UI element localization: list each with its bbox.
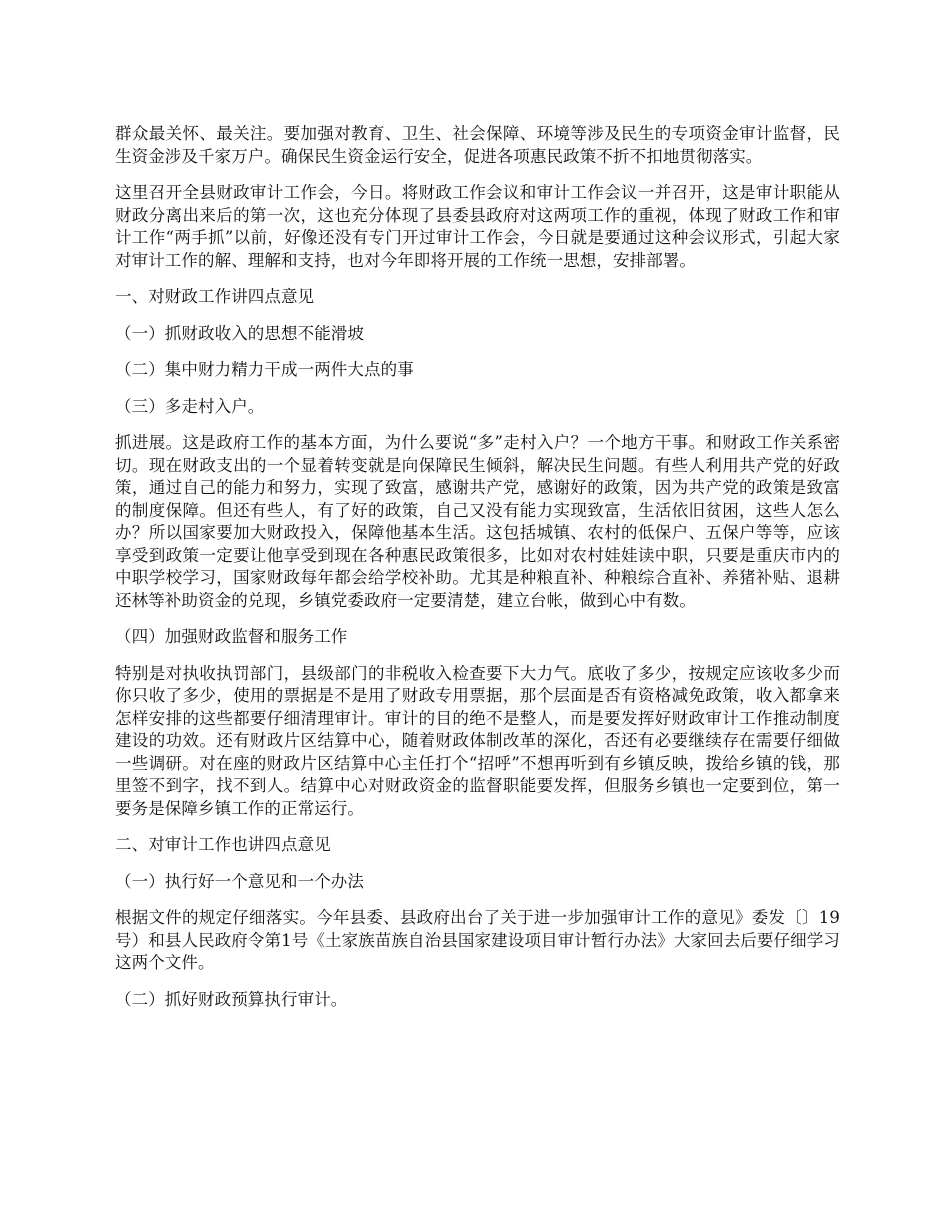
section-heading-finance: 一、对财政工作讲四点意见 — [115, 287, 315, 306]
paragraph-livelihood-funds: 群众最关怀、最关注。要加强对教育、卫生、社会保障、环境等涉及民生的专项资金审计监督，民生资金涉及千家万户。确保民生资金运行安全，促进各项惠民政策不折不扣地贯彻落实。 — [115, 124, 840, 166]
subheading-finance-4: （四）加强财政监督和服务工作 — [115, 627, 348, 646]
subheading-audit-2: （二）抓好财政预算执行审计。 — [115, 989, 348, 1009]
paragraph-documents: 根据文件的规定仔细落实。今年县委、县政府出台了关于进一步加强审计工作的意见》委发〔〕19号）和县人民政府令第1号《土家族苗族自治县国家建设项目审计暂行办法》大家回去后要仔细学习这两个文件。 — [115, 908, 840, 972]
document-body — [115, 123, 840, 1025]
subheading-finance-2: （二）集中财力精力干成一两件大点的事 — [115, 360, 414, 379]
subheading-audit-1: （一）执行好一个意见和一个办法 — [115, 871, 364, 891]
paragraph-supervision: 特别是对执收执罚部门，县级部门的非税收入检查要下大力气。底收了多少，按规定应该收多少而你只收了多少，使用的票据是不是用了财政专用票据，那个层面是否有资格减免政策，收入都拿来怎样安排的这些都要仔细清理审计。审计的目的绝不是整人，而是要发挥好财政审计工作推动制度建设的功效。还有财政片区结算中心，随着财政体制改革的深化，否还有必要继续存在需要仔细做一些调研。对在座的财政片区结算中心主任打个“招呼”不想再听到有乡镇反映，拨给乡镇的钱，那里签不到字，找不到人。结算中心对财政资金的监督职能要发挥，但服务乡镇也一定要到位，第一要务是保障乡镇工作的正常运行。 — [115, 663, 840, 818]
subheading-finance-1: （一）抓财政收入的思想不能滑坡 — [115, 323, 364, 343]
subheading-finance-3: （三）多走村入户。 — [115, 396, 265, 416]
section-heading-audit: 二、对审计工作也讲四点意见 — [115, 835, 331, 854]
paragraph-meeting-intro: 这里召开全县财政审计工作会，今日。将财政工作会议和审计工作会议一并召开，这是审计职能从财政分离出来后的第一次，这也充分体现了县委县政府对这两项工作的重视，体现了财政工作和审计工作“两手抓”以前，好像还没有专门开过审计工作会，今日就是要通过这种会议形式，引起大家对审计工作的解、理解和支持，也对今年即将开展的工作统一思想，安排部署。 — [115, 183, 840, 270]
paragraph-visit-villages: 抓进展。这是政府工作的基本方面，为什么要说“多”走村入户？一个地方干事。和财政工作关系密切。现在财政支出的一个显着转变就是向保障民生倾斜，解决民生问题。有些人利用共产党的好政策，通过自己的能力和努力，实现了致富，感谢共产党，感谢好的政策，因为共产党的政策是致富的制度保障。但还有些人，有了好的政策，自己又没有能力实现致富，生活依旧贫困，这些人怎么办？所以国家要加大财政投入，保障他基本生活。这包括城镇、农村的低保户、五保户等等，应该享受到政策一定要让他享受到现在各种惠民政策很多，比如对农村娃娃读中职，只要是重庆市内的中职学校学习，国家财政每年都会给学校补助。尤其是种粮直补、种粮综合直补、养猪补贴、退耕还林等补助资金的兑现，乡镇党委政府一定要清楚，建立台帐，做到心中有数。 — [115, 433, 840, 610]
